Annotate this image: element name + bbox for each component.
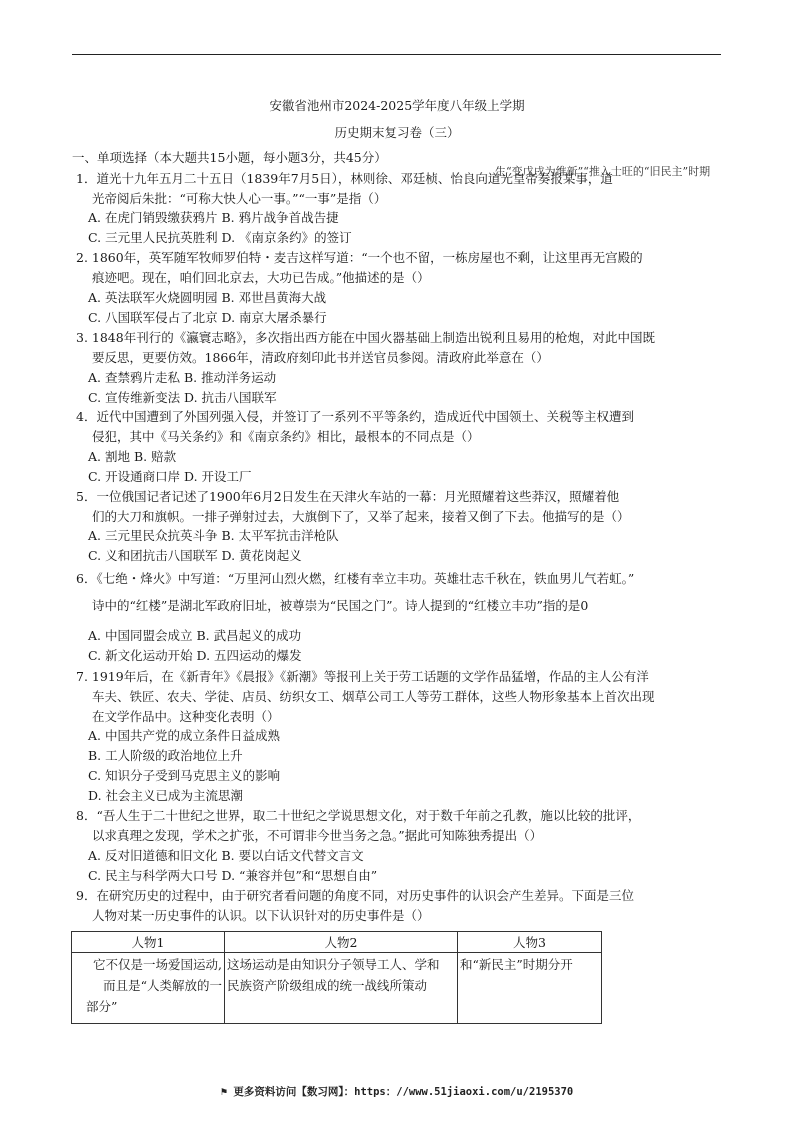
- question-3-options-1: A. 查禁鸦片走私 B. 推动洋务运动: [88, 370, 277, 385]
- cell-line: 民族资产阶级组成的统一战线所策动: [227, 978, 428, 993]
- section-heading: 一、单项选择（本大题共15小题，每小题3分，共45分）: [72, 150, 387, 165]
- cell-line: 而且是“人类解放的一: [103, 978, 222, 993]
- question-6-options-2: C. 新文化运动开始 D. 五四运动的爆发: [88, 648, 302, 663]
- question-8-stem-1: 8．“吾人生于二十世纪之世界，取二十世纪之学说思想文化，对于数千年前之孔教，施以比较的批评，: [76, 808, 641, 823]
- question-7-option-b: B. 工人阶级的政治地位上升: [88, 748, 243, 763]
- flag-icon: ⚑: [220, 1086, 228, 1098]
- footer[interactable]: [0, 1084, 794, 1099]
- question-5-stem-1: 5．一位俄国记者记述了1900年6月2日发生在天津火车站的一幕：月光照耀着这些莽汉，照耀着他: [76, 489, 620, 504]
- table-cell-person-3: [458, 953, 602, 1024]
- table-row: [72, 953, 602, 1024]
- question-1-stem-2: 光帝阅后朱批：“可称大快人心一事。”“一事”是指（）: [92, 191, 387, 206]
- question-5-options-2: C. 义和团抗击八国联军 D. 黄花岗起义: [88, 548, 302, 563]
- table-header-row: [72, 932, 602, 953]
- cell-line: 这场运动是由知识分子领导工人、学和: [227, 957, 440, 972]
- question-5-stem-2: 们的大刀和旗帜。一排子弹射过去，大旗倒下了，又举了起来，接着又倒了下去。他描写的是（）: [92, 509, 630, 524]
- exam-title: 安徽省池州市2024-2025学年度八年级上学期: [269, 98, 525, 113]
- table-header-person-3: 人物3: [458, 932, 602, 953]
- exam-subtitle: 历史期末复习卷（三）: [334, 125, 460, 140]
- question-3-options-2: C. 宣传维新变法 D. 抗击八国联军: [88, 390, 277, 405]
- question-4-stem-1: 4．近代中国遭到了外国列强入侵，并签订了一系列不平等条约，造成近代中国领土、关税等主权遭到: [76, 409, 634, 424]
- question-8-options-2: C. 民主与科学两大口号 D. “兼容并包”和“思想自由”: [88, 868, 378, 883]
- table-header-person-2: 人物2: [225, 932, 458, 953]
- question-4-stem-2: 侵犯，其中《马关条约》和《南京条约》相比，最根本的不同点是（）: [92, 429, 480, 444]
- question-7-option-c: C. 知识分子受到马克思主义的影响: [88, 768, 281, 783]
- question-6-stem-1: 6．《七绝・烽火》中写道：“万里河山烈火燃，红楼有幸立丰功。英雄壮志千秋在，铁血男儿气若虹。”: [76, 571, 635, 586]
- cell-line: 部分”: [86, 999, 118, 1014]
- question-4-options-1: A. 割地 B. 赔款: [88, 449, 177, 464]
- question-1-options-2: C. 三元里人民抗英胜利 D. 《南京条约》的签订: [88, 230, 352, 245]
- table-cell-person-1: [72, 953, 225, 1024]
- question-6-stem-2: 诗中的“红楼”是湖北军政府旧址，被尊崇为“民国之门”。诗人提到的“红楼立丰功”指的是0: [92, 598, 589, 613]
- top-rule: [72, 54, 721, 55]
- question-5-options-1: A. 三元里民众抗英斗争 B. 太平军抗击洋枪队: [88, 528, 339, 543]
- question-3-stem-1: 3. 1848年刊行的《瀛寰志略》，多次指出西方能在中国火器基础上制造出锐利且易用的枪炮，对此中国既: [76, 330, 655, 345]
- question-2-options-1: A. 英法联军火烧圆明园 B. 邓世昌黄海大战: [88, 290, 327, 305]
- question-7-stem-2: 车夫、铁匠、农夫、学徒、店员、纺织女工、烟草公司工人等劳工群体，这些人物形象基本上首次出现: [92, 689, 655, 704]
- question-2-options-2: C. 八国联军侵占了北京 D. 南京大屠杀暴行: [88, 310, 327, 325]
- table-header-person-1: 人物1: [72, 932, 225, 953]
- table-cell-person-2: [225, 953, 458, 1024]
- question-3-stem-2: 要反思，更要仿效。1866年，清政府刻印此书并送官员参阅。清政府此举意在（）: [92, 350, 549, 365]
- footer-link[interactable]: 更多资料访问【数习网】：https：//www.51jiaoxi.com/u/2195370: [233, 1086, 574, 1098]
- question-2-stem-1: 2. 1860年，英军随军牧师罗伯特・麦吉这样写道：“一个也不留，一栋房屋也不剩，让这里再无宫殿的: [76, 250, 643, 265]
- cell-line: 和“新民主”时期分开: [460, 957, 573, 972]
- question-1-stem-1: 1．道光十九年五月二十五日（1839年7月5日），林则徐、邓廷桢、怡良向道光皇帝奏报某事，道: [76, 171, 613, 186]
- question-9-stem-1: 9．在研究历史的过程中，由于研究者看问题的角度不同，对历史事件的认识会产生差异。下面是三位: [76, 888, 634, 903]
- question-7-option-d: D. 社会主义已成为主流思潮: [88, 788, 244, 803]
- question-8-options-1: A. 反对旧道德和旧文化 B. 要以白话文代替文言文: [88, 848, 364, 863]
- overlapping-stray-text: 生“变戊戌为维新”“推入士旺的“旧民主”时期: [495, 165, 711, 178]
- question-8-stem-2: 以求真理之发现，学术之扩张，不可谓非今世当务之急。”据此可知陈独秀提出（）: [92, 828, 543, 843]
- question-7-option-a: A. 中国共产党的成立条件日益成熟: [88, 728, 280, 743]
- question-9-stem-2: 人物对某一历史事件的认识。以下认识针对的历史事件是（）: [92, 908, 430, 923]
- question-6-options-1: A. 中国同盟会成立 B. 武昌起义的成功: [88, 628, 302, 643]
- question-7-stem-3: 在文学作品中。这种变化表明（）: [92, 709, 280, 724]
- question-4-options-2: C. 开设通商口岸 D. 开设工厂: [88, 469, 252, 484]
- question-9-table: [71, 931, 602, 1024]
- question-7-stem-1: 7. 1919年后，在《新青年》《晨报》《新潮》等报刊上关于劳工话题的文学作品猛增，作品的主人公有洋: [76, 669, 649, 684]
- cell-line: 它不仅是一场爱国运动,: [93, 957, 222, 972]
- question-2-stem-2: 痕迹吧。现在，咱们回北京去，大功已告成。”他描述的是（）: [92, 270, 430, 285]
- question-1-options-1: A. 在虎门销毁缴获鸦片 B. 鸦片战争首战告捷: [88, 210, 339, 225]
